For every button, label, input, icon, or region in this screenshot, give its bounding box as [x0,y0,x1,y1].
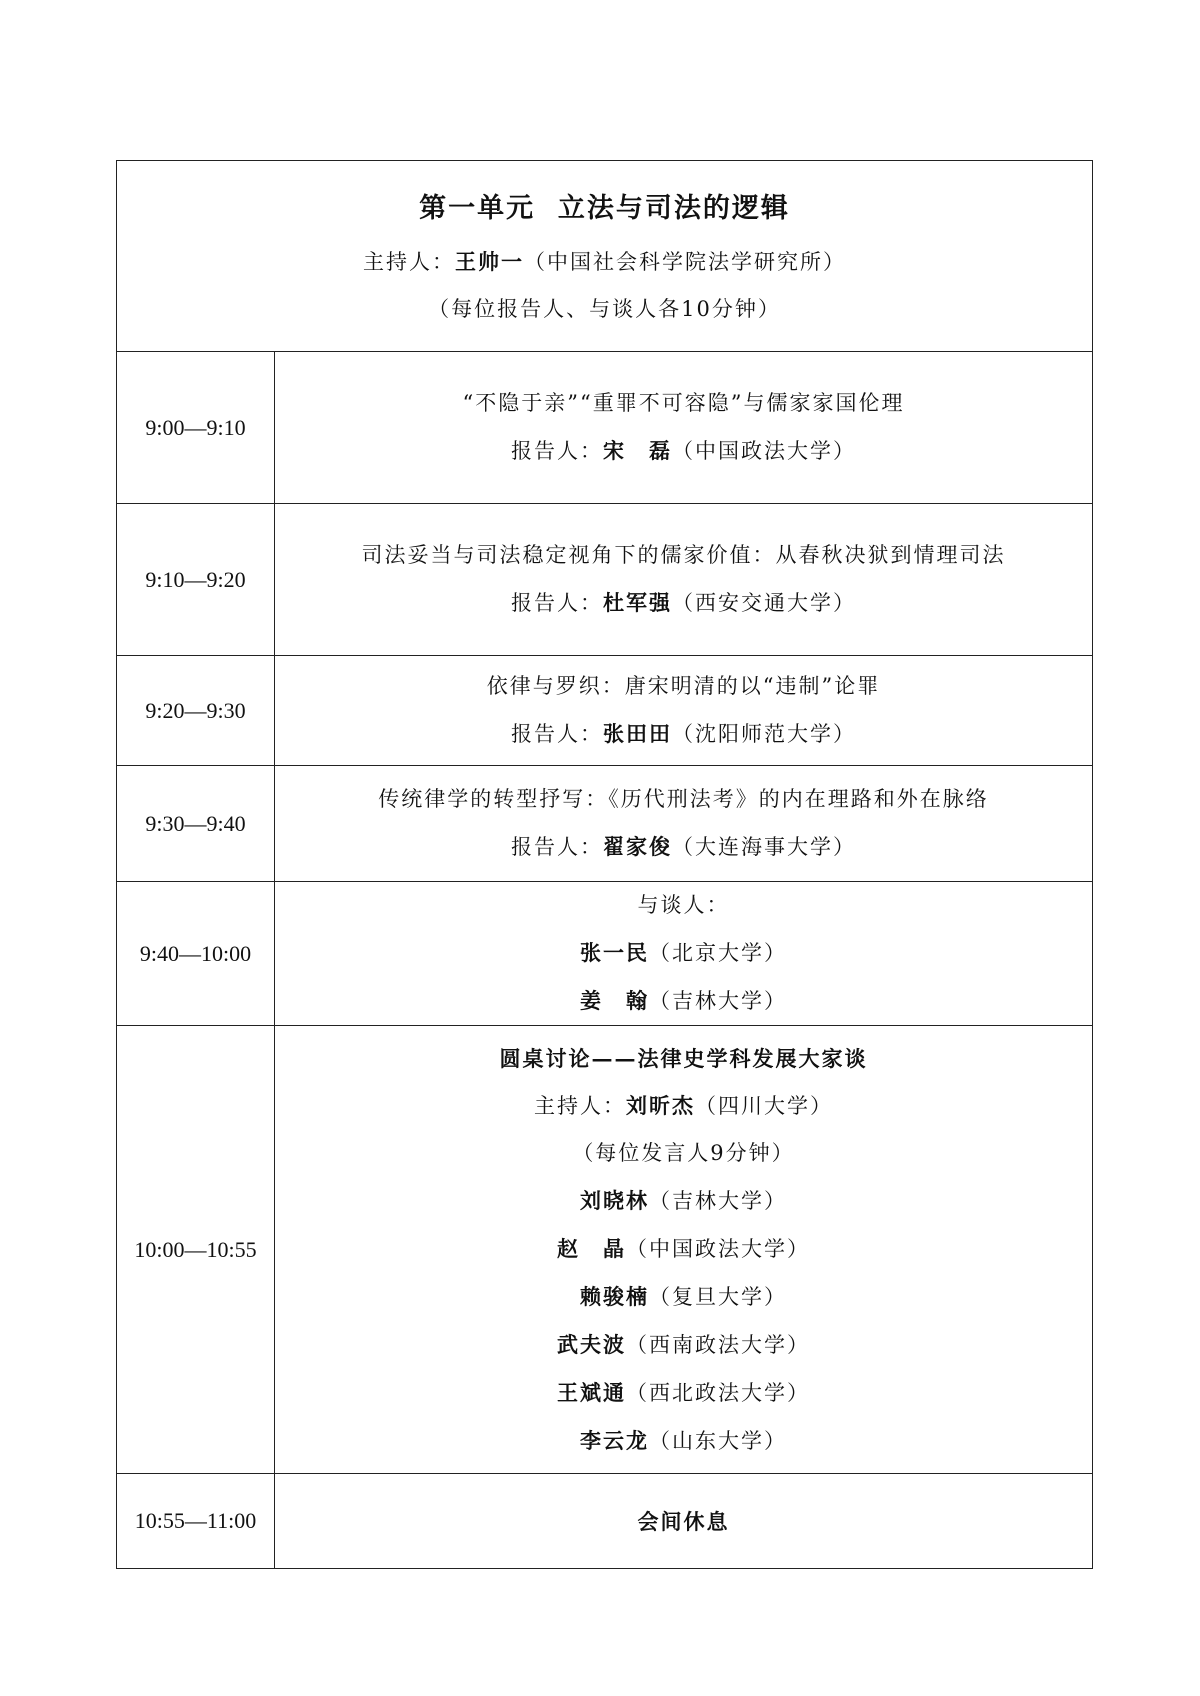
speaker [275,1225,1092,1273]
host-name: 刘昕杰 [626,1092,695,1118]
reporter-name: 宋 磊 [603,438,672,463]
host-affiliation: （四川大学） [695,1093,833,1118]
speaker [275,1369,1092,1417]
schedule-table [116,160,1093,1569]
reporter-affiliation: （沈阳师范大学） [672,722,856,746]
host-label: 主持人： [363,249,455,274]
roundtable-host [275,1082,1092,1130]
speaker-name: 赖骏楠 [580,1283,649,1309]
break-row [117,1474,1093,1569]
unit-note: （每位报告人、与谈人各10分钟） [428,296,781,321]
session-content [275,656,1093,766]
session-reporter [275,579,1092,627]
speaker-name: 刘晓林 [580,1187,649,1213]
session-row [117,504,1093,656]
session-reporter [275,823,1092,871]
unit-header-row [117,161,1093,352]
speaker-affiliation: （中国政法大学） [626,1236,810,1261]
reporter-label: 报告人： [511,591,603,615]
speaker [275,1417,1092,1465]
session-content [275,504,1093,656]
roundtable-note: （每位发言人9分钟） [572,1140,795,1165]
speaker-name: 王斌通 [557,1379,626,1405]
roundtable-row [117,1026,1093,1474]
session-reporter [275,710,1092,758]
session-topic: 传统律学的转型抒写：《历代刑法考》的内在理路和外在脉络 [378,787,989,811]
session-content [275,352,1093,504]
reporter-label: 报告人： [511,835,603,859]
discussant-name: 姜 翰 [580,988,649,1013]
reporter-affiliation: （西安交通大学） [672,591,856,615]
discussant [275,977,1092,1025]
reporter-label: 报告人： [511,722,603,746]
roundtable-title: 圆桌讨论——法律史学科发展大家谈 [499,1045,868,1071]
speaker [275,1177,1092,1225]
speaker-affiliation: （西北政法大学） [626,1380,810,1405]
speaker-affiliation: （复旦大学） [649,1284,787,1309]
session-reporter [275,427,1092,475]
session-row [117,656,1093,766]
unit-header-cell [117,161,1093,352]
session-topic: 依律与罗织：唐宋明清的以“违制”论罪 [486,674,881,698]
reporter-name: 翟家俊 [603,834,672,859]
roundtable-content [275,1026,1093,1474]
unit-title: 第一单元 立法与司法的逻辑 [419,192,790,224]
reporter-name: 张田田 [603,721,672,746]
session-time: 9:10—9:20 [117,504,275,656]
unit-host [117,238,1092,286]
speaker-name: 李云龙 [580,1427,649,1453]
session-topic: 司法妥当与司法稳定视角下的儒家价值：从春秋决狱到情理司法 [361,543,1006,567]
speaker [275,1321,1092,1369]
session-row [117,352,1093,504]
speaker-affiliation: （山东大学） [649,1428,787,1453]
host-affiliation: （中国社会科学院法学研究所） [524,249,846,274]
speaker [275,1273,1092,1321]
session-time: 9:30—9:40 [117,766,275,882]
session-time: 9:00—9:10 [117,352,275,504]
discussant-affiliation: （吉林大学） [649,989,787,1013]
reporter-affiliation: （大连海事大学） [672,835,856,859]
discussants-label: 与谈人： [637,893,730,917]
speaker-name: 赵 晶 [557,1235,626,1261]
reporter-label: 报告人： [511,439,603,463]
host-label: 主持人： [534,1093,626,1118]
speaker-affiliation: （西南政法大学） [626,1332,810,1357]
discussant-affiliation: （北京大学） [649,941,787,965]
host-name: 王帅一 [455,248,524,274]
roundtable-time: 10:00—10:55 [117,1026,275,1474]
break-content [275,1474,1093,1569]
session-content [275,766,1093,882]
discussants-time: 9:40—10:00 [117,882,275,1026]
discussant-name: 张一民 [580,940,649,965]
break-time: 10:55—11:00 [117,1474,275,1569]
break-label: 会间休息 [637,1508,730,1534]
session-row [117,766,1093,882]
discussant [275,929,1092,977]
reporter-affiliation: （中国政法大学） [672,439,856,463]
speaker-name: 武夫波 [557,1331,626,1357]
session-time: 9:20—9:30 [117,656,275,766]
discussants-content [275,882,1093,1026]
reporter-name: 杜军强 [603,590,672,615]
discussants-row [117,882,1093,1026]
speaker-affiliation: （吉林大学） [649,1188,787,1213]
session-topic: “不隐于亲”“重罪不可容隐”与儒家家国伦理 [462,391,905,415]
